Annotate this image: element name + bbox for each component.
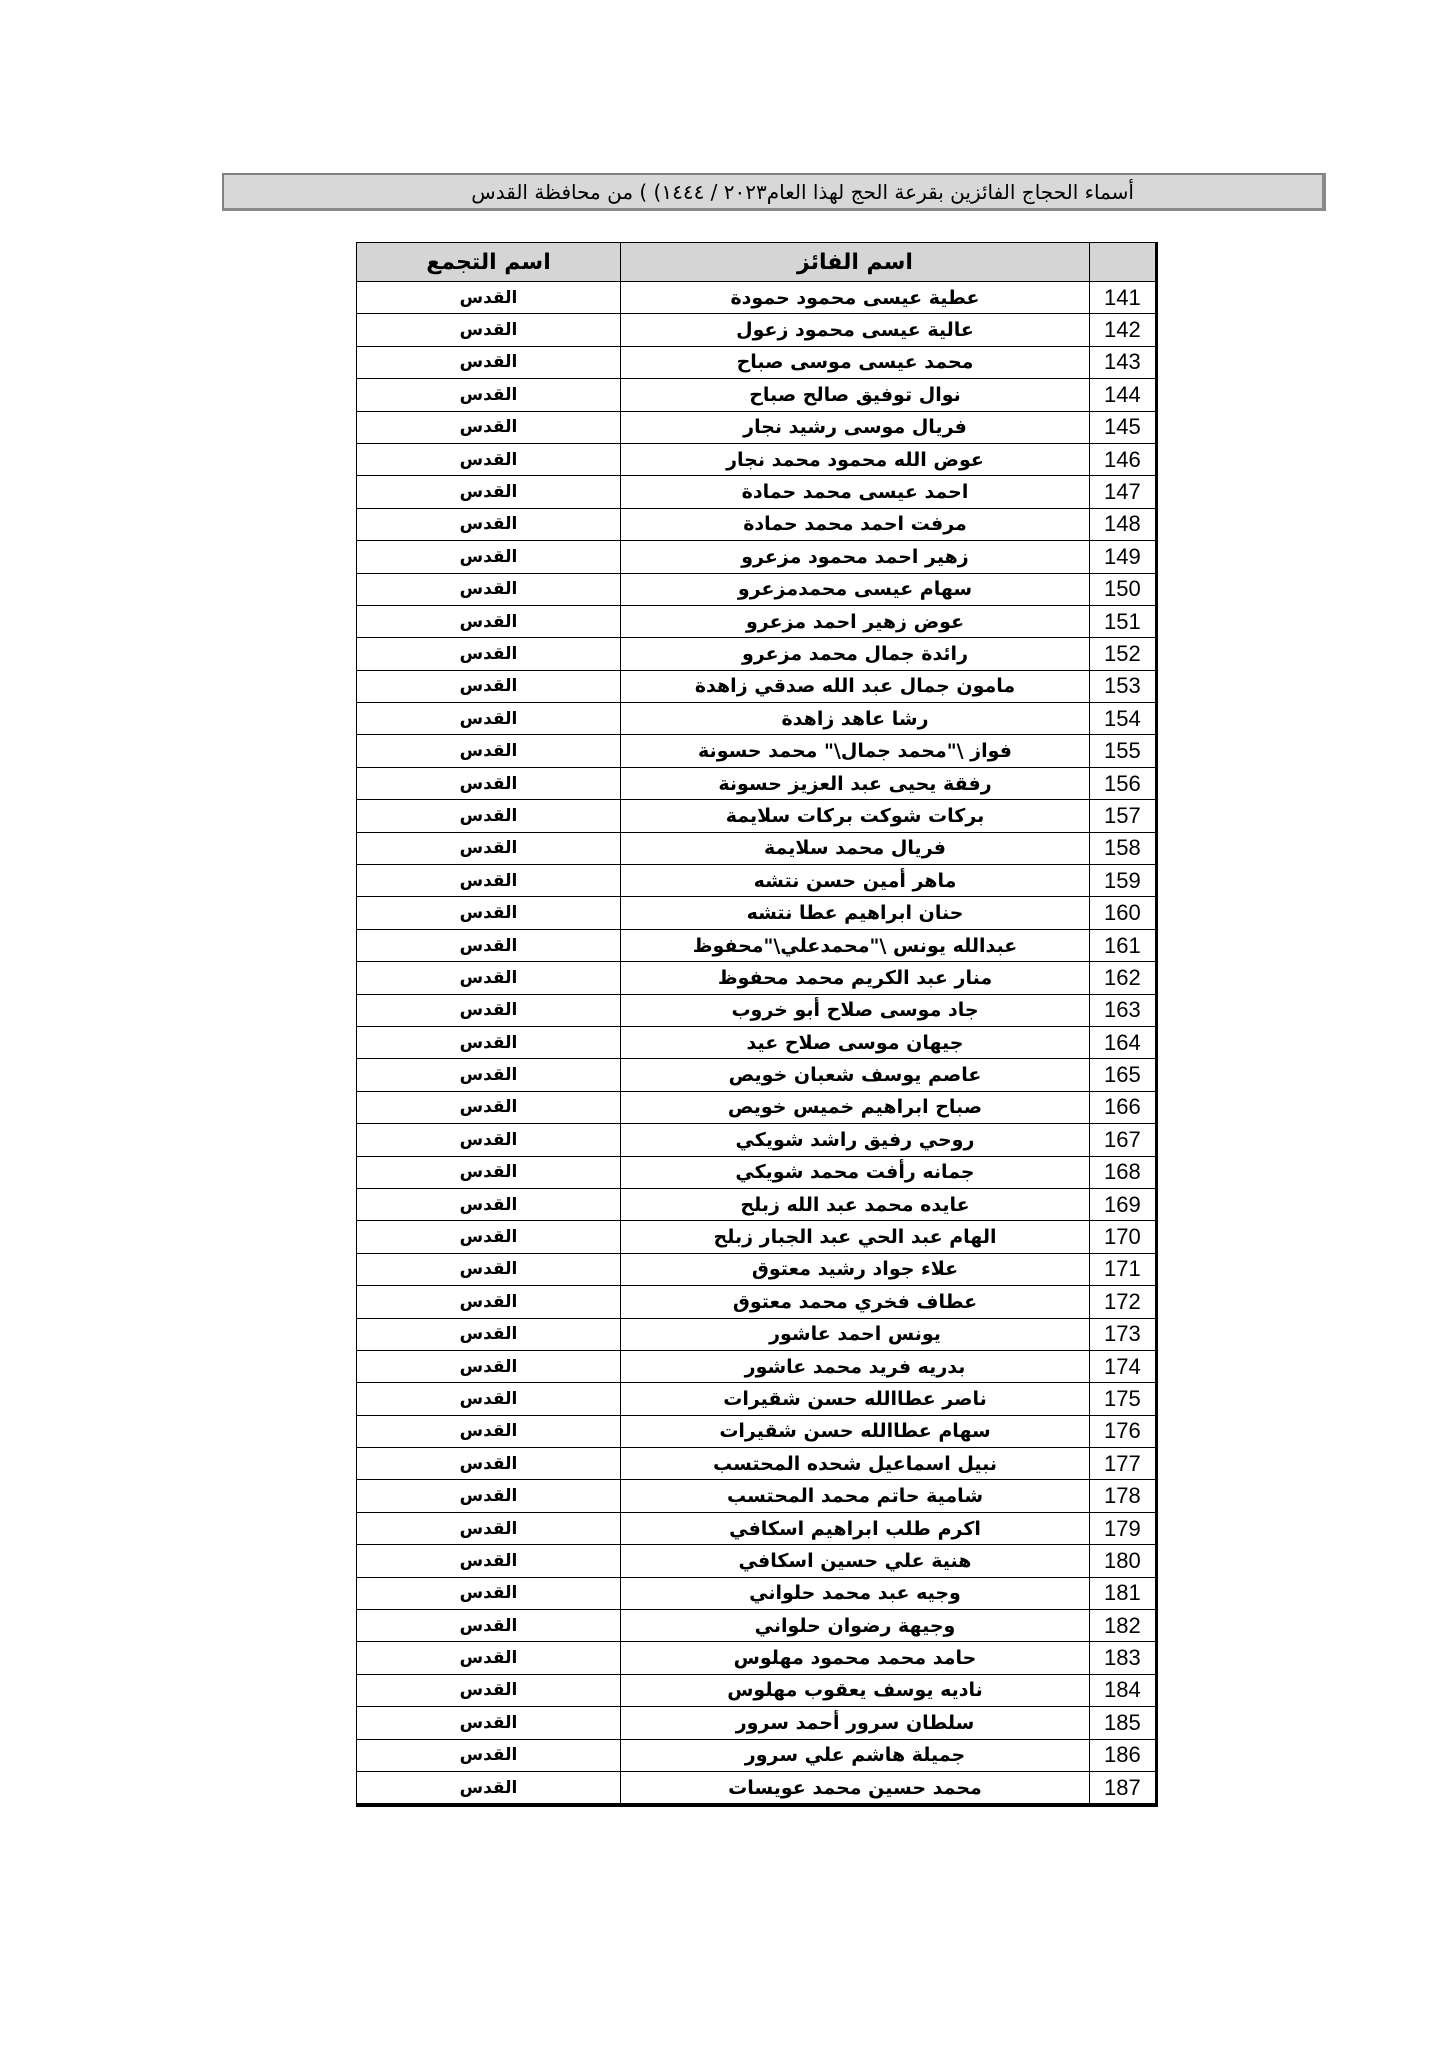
group-cell: القدس (357, 476, 621, 508)
table-row (357, 1610, 1156, 1642)
table-body (357, 282, 1156, 1804)
group-cell: القدس (357, 1059, 621, 1091)
winner-name-cell: ماهر أمين حسن نتشه (621, 865, 1090, 897)
row-number-cell: 182 (1090, 1610, 1156, 1642)
winner-name-cell: ناديه يوسف يعقوب مهلوس (621, 1674, 1090, 1706)
group-cell: القدس (357, 1415, 621, 1447)
row-number-cell: 164 (1090, 1026, 1156, 1058)
winner-name-cell: عالية عيسى محمود زعول (621, 314, 1090, 346)
group-cell: القدس (357, 1448, 621, 1480)
row-number-cell: 186 (1090, 1739, 1156, 1771)
row-number-cell: 183 (1090, 1642, 1156, 1674)
winner-name-cell: جيهان موسى صلاح عيد (621, 1026, 1090, 1058)
table-row (357, 379, 1156, 411)
header-name: اسم الفائز (621, 243, 1090, 282)
table-row (357, 638, 1156, 670)
row-number-cell: 176 (1090, 1415, 1156, 1447)
group-cell: القدس (357, 1512, 621, 1544)
row-number-cell: 162 (1090, 962, 1156, 994)
row-number-cell: 144 (1090, 379, 1156, 411)
winner-name-cell: محمد عيسى موسى صباح (621, 346, 1090, 378)
group-cell: القدس (357, 865, 621, 897)
table-row (357, 1707, 1156, 1739)
table-row (357, 1545, 1156, 1577)
group-cell: القدس (357, 1674, 621, 1706)
row-number-cell: 145 (1090, 411, 1156, 443)
table-row (357, 1059, 1156, 1091)
group-cell: القدس (357, 411, 621, 443)
table-row (357, 897, 1156, 929)
group-cell: القدس (357, 1771, 621, 1803)
winners-table-container (356, 242, 1158, 1807)
winner-name-cell: ناصر عطاالله حسن شقيرات (621, 1383, 1090, 1415)
table-row (357, 800, 1156, 832)
table-row (357, 1642, 1156, 1674)
table-row (357, 411, 1156, 443)
table-row (357, 541, 1156, 573)
table-row (357, 1026, 1156, 1058)
table-row (357, 573, 1156, 605)
row-number-cell: 155 (1090, 735, 1156, 767)
row-number-cell: 172 (1090, 1286, 1156, 1318)
winner-name-cell: يونس احمد عاشور (621, 1318, 1090, 1350)
group-cell: القدس (357, 638, 621, 670)
group-cell: القدس (357, 1286, 621, 1318)
group-cell: القدس (357, 1577, 621, 1609)
table-row (357, 1771, 1156, 1803)
row-number-cell: 158 (1090, 832, 1156, 864)
group-cell: القدس (357, 1480, 621, 1512)
table-row (357, 1448, 1156, 1480)
header-group: اسم التجمع (357, 243, 621, 282)
row-number-cell: 169 (1090, 1188, 1156, 1220)
winner-name-cell: وجيهة رضوان حلواني (621, 1610, 1090, 1642)
group-cell: القدس (357, 605, 621, 637)
group-cell: القدس (357, 962, 621, 994)
table-row (357, 1415, 1156, 1447)
table-row (357, 1156, 1156, 1188)
group-cell: القدس (357, 897, 621, 929)
winner-name-cell: فريال محمد سلايمة (621, 832, 1090, 864)
group-cell: القدس (357, 1350, 621, 1382)
row-number-cell: 154 (1090, 703, 1156, 735)
group-cell: القدس (357, 1383, 621, 1415)
winner-name-cell: جميلة هاشم علي سرور (621, 1739, 1090, 1771)
row-number-cell: 184 (1090, 1674, 1156, 1706)
row-number-cell: 171 (1090, 1253, 1156, 1285)
group-cell: القدس (357, 994, 621, 1026)
table-row (357, 865, 1156, 897)
group-cell: القدس (357, 1221, 621, 1253)
table-row (357, 1512, 1156, 1544)
table-row (357, 735, 1156, 767)
winner-name-cell: شامية حاتم محمد المحتسب (621, 1480, 1090, 1512)
row-number-cell: 142 (1090, 314, 1156, 346)
document-title: أسماء الحجاج الفائزين بقرعة الحج لهذا العام٢٠٢٣ / ١٤٤٤) ) من محافظة القدس (222, 173, 1326, 211)
table-row (357, 1221, 1156, 1253)
winner-name-cell: حامد محمد محمود مهلوس (621, 1642, 1090, 1674)
group-cell: القدس (357, 1253, 621, 1285)
row-number-cell: 160 (1090, 897, 1156, 929)
row-number-cell: 149 (1090, 541, 1156, 573)
table-row (357, 929, 1156, 961)
group-cell: القدس (357, 282, 621, 314)
winner-name-cell: فريال موسى رشيد نجار (621, 411, 1090, 443)
table-row (357, 1383, 1156, 1415)
winner-name-cell: رشا عاهد زاهدة (621, 703, 1090, 735)
table-row (357, 346, 1156, 378)
group-cell: القدس (357, 1091, 621, 1123)
winner-name-cell: وجيه عبد محمد حلواني (621, 1577, 1090, 1609)
row-number-cell: 156 (1090, 767, 1156, 799)
table-row (357, 1091, 1156, 1123)
table-row (357, 1480, 1156, 1512)
row-number-cell: 153 (1090, 670, 1156, 702)
winner-name-cell: نوال توفيق صالح صباح (621, 379, 1090, 411)
table-row (357, 1286, 1156, 1318)
table-row (357, 1350, 1156, 1382)
row-number-cell: 151 (1090, 605, 1156, 637)
row-number-cell: 159 (1090, 865, 1156, 897)
group-cell: القدس (357, 832, 621, 864)
table-row (357, 1318, 1156, 1350)
winner-name-cell: عوض زهير احمد مزعرو (621, 605, 1090, 637)
row-number-cell: 185 (1090, 1707, 1156, 1739)
row-number-cell: 163 (1090, 994, 1156, 1026)
group-cell: القدس (357, 346, 621, 378)
row-number-cell: 166 (1090, 1091, 1156, 1123)
table-row (357, 443, 1156, 475)
table-row (357, 1253, 1156, 1285)
table-row (357, 994, 1156, 1026)
winner-name-cell: مرفت احمد محمد حمادة (621, 508, 1090, 540)
row-number-cell: 177 (1090, 1448, 1156, 1480)
group-cell: القدس (357, 1156, 621, 1188)
group-cell: القدس (357, 443, 621, 475)
group-cell: القدس (357, 314, 621, 346)
table-header-row (357, 243, 1156, 282)
winner-name-cell: الهام عبد الحي عبد الجبار زبلح (621, 1221, 1090, 1253)
group-cell: القدس (357, 1026, 621, 1058)
row-number-cell: 161 (1090, 929, 1156, 961)
group-cell: القدس (357, 508, 621, 540)
group-cell: القدس (357, 1124, 621, 1156)
row-number-cell: 167 (1090, 1124, 1156, 1156)
group-cell: القدس (357, 1545, 621, 1577)
winner-name-cell: هنية علي حسين اسكافي (621, 1545, 1090, 1577)
group-cell: القدس (357, 767, 621, 799)
group-cell: القدس (357, 670, 621, 702)
table-row (357, 1577, 1156, 1609)
row-number-cell: 175 (1090, 1383, 1156, 1415)
table-row (357, 1124, 1156, 1156)
winner-name-cell: علاء جواد رشيد معتوق (621, 1253, 1090, 1285)
group-cell: القدس (357, 735, 621, 767)
winner-name-cell: سهام عطاالله حسن شقيرات (621, 1415, 1090, 1447)
group-cell: القدس (357, 1707, 621, 1739)
winner-name-cell: زهير احمد محمود مزعرو (621, 541, 1090, 573)
winner-name-cell: نبيل اسماعيل شحده المحتسب (621, 1448, 1090, 1480)
winner-name-cell: رفقة يحيى عبد العزيز حسونة (621, 767, 1090, 799)
row-number-cell: 181 (1090, 1577, 1156, 1609)
group-cell: القدس (357, 1610, 621, 1642)
table-row (357, 832, 1156, 864)
table-row (357, 476, 1156, 508)
row-number-cell: 165 (1090, 1059, 1156, 1091)
table-row (357, 314, 1156, 346)
row-number-cell: 180 (1090, 1545, 1156, 1577)
winner-name-cell: بركات شوكت بركات سلايمة (621, 800, 1090, 832)
group-cell: القدس (357, 541, 621, 573)
winner-name-cell: صباح ابراهيم خميس خويص (621, 1091, 1090, 1123)
winner-name-cell: مامون جمال عبد الله صدقي زاهدة (621, 670, 1090, 702)
table-row (357, 1739, 1156, 1771)
winner-name-cell: رائدة جمال محمد مزعرو (621, 638, 1090, 670)
row-number-cell: 187 (1090, 1771, 1156, 1803)
row-number-cell: 179 (1090, 1512, 1156, 1544)
winner-name-cell: عوض الله محمود محمد نجار (621, 443, 1090, 475)
winner-name-cell: فواز \"محمد جمال\" محمد حسونة (621, 735, 1090, 767)
table-row (357, 767, 1156, 799)
table-row (357, 508, 1156, 540)
group-cell: القدس (357, 1318, 621, 1350)
winner-name-cell: بدريه فريد محمد عاشور (621, 1350, 1090, 1382)
row-number-cell: 174 (1090, 1350, 1156, 1382)
winner-name-cell: جاد موسى صلاح أبو خروب (621, 994, 1090, 1026)
group-cell: القدس (357, 800, 621, 832)
winner-name-cell: جمانه رأفت محمد شويكي (621, 1156, 1090, 1188)
group-cell: القدس (357, 1188, 621, 1220)
winner-name-cell: حنان ابراهيم عطا نتشه (621, 897, 1090, 929)
row-number-cell: 143 (1090, 346, 1156, 378)
winner-name-cell: اكرم طلب ابراهيم اسكافي (621, 1512, 1090, 1544)
row-number-cell: 141 (1090, 282, 1156, 314)
winners-table (356, 242, 1156, 1804)
row-number-cell: 157 (1090, 800, 1156, 832)
winner-name-cell: عاصم يوسف شعبان خويص (621, 1059, 1090, 1091)
table-row (357, 282, 1156, 314)
winner-name-cell: منار عبد الكريم محمد محفوظ (621, 962, 1090, 994)
row-number-cell: 146 (1090, 443, 1156, 475)
winner-name-cell: عطية عيسى محمود حمودة (621, 282, 1090, 314)
table-row (357, 670, 1156, 702)
row-number-cell: 170 (1090, 1221, 1156, 1253)
winner-name-cell: محمد حسين محمد عويسات (621, 1771, 1090, 1803)
row-number-cell: 148 (1090, 508, 1156, 540)
winner-name-cell: عايده محمد عبد الله زبلح (621, 1188, 1090, 1220)
group-cell: القدس (357, 929, 621, 961)
winner-name-cell: عطاف فخري محمد معتوق (621, 1286, 1090, 1318)
group-cell: القدس (357, 703, 621, 735)
row-number-cell: 168 (1090, 1156, 1156, 1188)
row-number-cell: 152 (1090, 638, 1156, 670)
group-cell: القدس (357, 379, 621, 411)
table-row (357, 605, 1156, 637)
winner-name-cell: سهام عيسى محمدمزعرو (621, 573, 1090, 605)
row-number-cell: 147 (1090, 476, 1156, 508)
table-row (357, 1674, 1156, 1706)
winner-name-cell: احمد عيسى محمد حمادة (621, 476, 1090, 508)
table-row (357, 703, 1156, 735)
winner-name-cell: سلطان سرور أحمد سرور (621, 1707, 1090, 1739)
header-number (1090, 243, 1156, 282)
row-number-cell: 150 (1090, 573, 1156, 605)
group-cell: القدس (357, 1642, 621, 1674)
group-cell: القدس (357, 573, 621, 605)
winner-name-cell: عبدالله يونس \"محمدعلي\"محفوظ (621, 929, 1090, 961)
group-cell: القدس (357, 1739, 621, 1771)
row-number-cell: 173 (1090, 1318, 1156, 1350)
winner-name-cell: روحي رفيق راشد شويكي (621, 1124, 1090, 1156)
table-row (357, 962, 1156, 994)
row-number-cell: 178 (1090, 1480, 1156, 1512)
table-row (357, 1188, 1156, 1220)
